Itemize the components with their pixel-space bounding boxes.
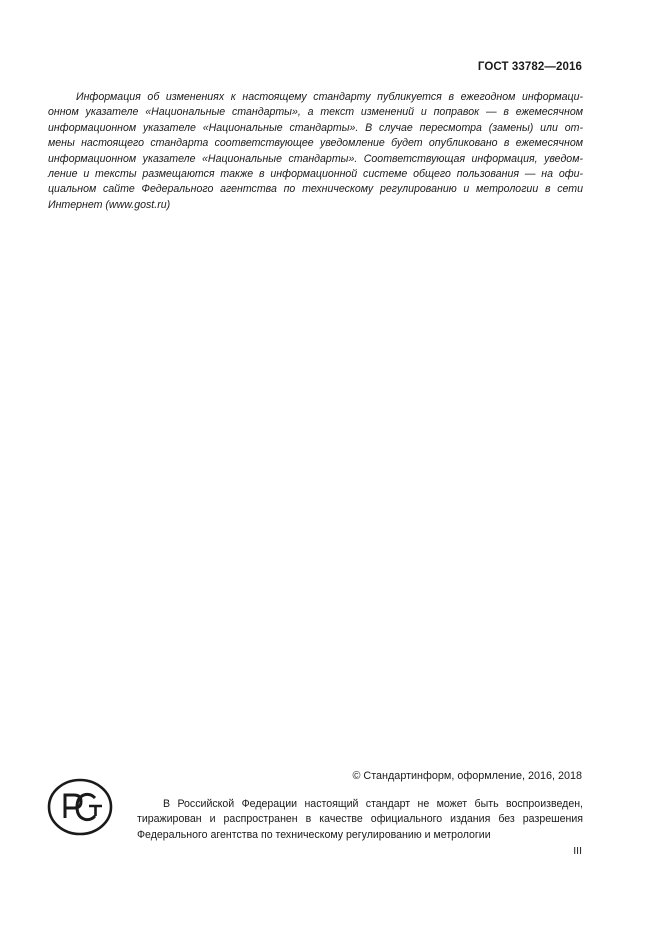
document-code: ГОСТ 33782—2016 [477,61,582,73]
info-line: онном указателе «Национальные стандарты», а текст изменений и поправок — в ежемесячном [48,106,583,119]
reproduction-notice [137,797,583,843]
notice-line: тиражирован и распространен в качестве официального издания без разрешения [137,813,583,826]
info-line: информационном указателе «Национальные стандарты». В случае пересмотра (замены) или от- [48,121,583,134]
page-number: III [573,845,582,857]
rst-logo-icon [47,778,113,836]
info-line: информационном указателе «Национальные стандарты». Соответствующая информация, уведом- [48,152,583,165]
notice-line: В Российской Федерации настоящий стандарт не может быть воспроизведен, [163,798,583,810]
info-line: циальном сайте Федерального агентства по техническому регулированию и метрологии в сети [48,183,583,196]
copyright-text: © Стандартинформ, оформление, 2016, 2018 [352,770,582,782]
info-line: ление и тексты размещаются также в информационной системе общего пользования — на офи- [48,168,583,181]
info-line: Интернет (www.gost.ru) [48,198,171,211]
notice-line: Федерального агентства по техническому регулированию и метрологии [137,828,491,841]
info-paragraph [48,90,583,213]
info-line: мены настоящего стандарта соответствующее уведомление будет опубликовано в ежемесячном [48,137,583,150]
info-line: Информация об изменениях к настоящему стандарту публикуется в ежегодном информаци- [76,91,583,103]
